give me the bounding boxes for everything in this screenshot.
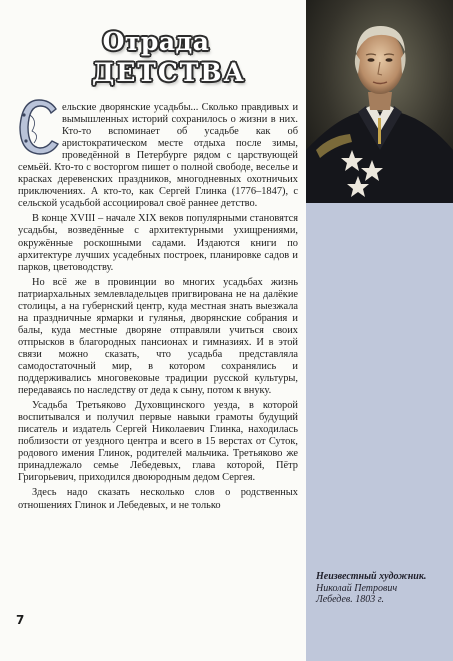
paragraph: Здесь надо сказать несколько слов о родственных отношениях Глинок и Лебедевых, и не только [18, 487, 298, 511]
title-line-2: ДЕТСТВА [92, 58, 246, 87]
caption-subject: Николай Петрович [316, 582, 398, 594]
body-text [18, 102, 298, 515]
caption-detail: Лебедев. 1803 г. [316, 594, 385, 605]
paragraph: В конце XVIII – начале XIX веков популярными становятся усадьбы, возведённые с архитектурными ухищрениями, окружённые роскошными садами. Издаются книги по архитектуре лучших усадебных построек, планировке садов и парков, цветоводству. [18, 213, 298, 273]
portrait-image [306, 0, 453, 203]
title-line-1: Отрада [102, 27, 210, 56]
chapter-title [92, 26, 246, 88]
paragraph: Но всё же в провинции во многих усадьбах жизнь патриархальных землевладельцев пригвирована не на далёкие столицы, а на губернский центр, куда местная знать выезжала на праздничные ярмарки и гулянья, дворянские собрания и балы, куда местные дворяне отправляли учиться своих отпрысков в благородных пансионах и гимназиях. И в этой связи можно сказать, что усадьба представляла самодостаточный мир, в котором сохранялись и поддерживались многовековые традиции русской культуры, передаваясь по наследству от деда к сыну, потом к внуку. [18, 276, 298, 397]
caption-author: Неизвестный художник. [316, 571, 427, 582]
paragraph: ельские дворянские усадьбы... Сколько правдивых и вымышленных историй сохранилось о жизни в них. Кто-то вспоминает об усадьбе как об аристократическом месте отдыха после зимы, проведённой в Петербурге рядом с царствующей семьёй. Кто-то с восторгом пишет о полной свободе, веселье и красках деревенских праздников, многодневных охотничьих приключениях. А кто-то, как Сергей Глинка (1776–1847), с сельской усадьбой ассоциировал своё раннее детство. [18, 102, 298, 210]
svg-text:С: С [38, 139, 40, 140]
page-number: 7 [16, 613, 25, 627]
portrait-caption [316, 571, 444, 606]
paragraph: Усадьба Третьяково Духовщинского уезда, в которой воспитывался и получил первые навыки грамоты будущий писатель и издатель Сергей Николаевич Глинка, находилась поблизости от уездного центра и всего в 15 верстах от Суток, родового имения Глинок, родителей мальчика. Третьяково же принадлежало семье Лебедевых, глава которой, Пётр Григорьевич, приходился двоюродным дедом Сергея. [18, 400, 298, 484]
